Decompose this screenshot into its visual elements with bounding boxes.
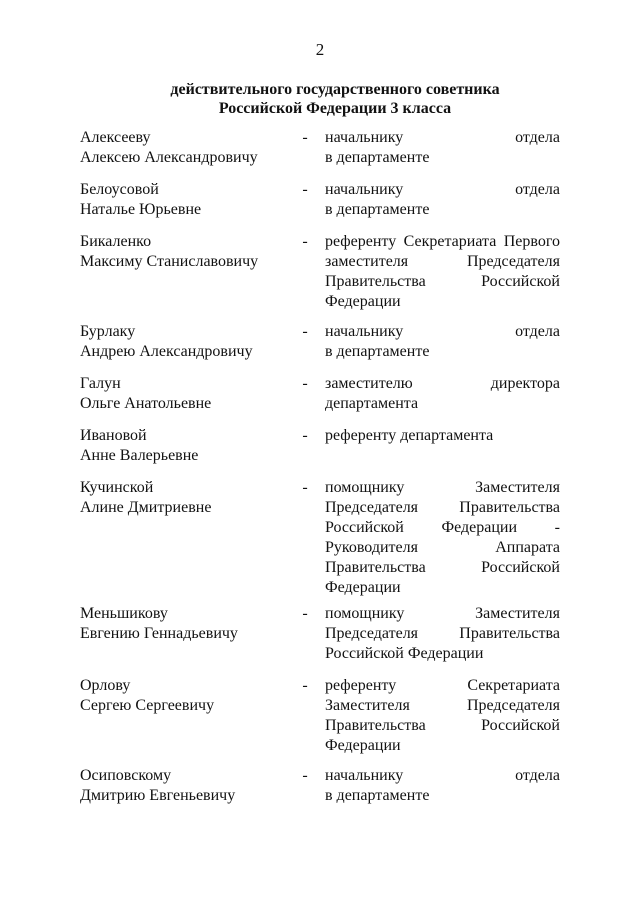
position-line: Заместителя Председателя — [325, 697, 560, 714]
appointee-position — [325, 676, 560, 756]
position-line: заместителя Председателя — [325, 253, 560, 270]
dash-separator: - — [302, 479, 308, 496]
position-line: Председателя Правительства — [325, 625, 560, 642]
appointee-name — [80, 232, 290, 272]
position-line: референту Секретариата Первого — [325, 233, 560, 250]
appointee-surname: Галун — [80, 375, 121, 392]
dash-separator: - — [302, 323, 308, 340]
position-line: Российской Федерации — [325, 645, 484, 662]
appointee-name — [80, 322, 290, 362]
appointee-position — [325, 374, 560, 414]
document-heading — [120, 80, 550, 118]
appointee-name — [80, 128, 290, 168]
appointee-given-name: Ольге Анатольевне — [80, 395, 212, 412]
appointee-surname: Бикаленко — [80, 233, 152, 250]
appointee-given-name: Алине Дмитриевне — [80, 499, 212, 516]
dash-separator: - — [302, 233, 308, 250]
appointee-given-name: Андрею Александровичу — [80, 343, 253, 360]
appointee-surname: Белоусовой — [80, 181, 159, 198]
appointee-name — [80, 676, 290, 716]
appointee-surname: Алексееву — [80, 129, 151, 146]
position-line: Федерации — [325, 579, 401, 596]
appointee-name — [80, 478, 290, 518]
position-line: начальнику отдела — [325, 767, 560, 784]
appointee-given-name: Анне Валерьевне — [80, 447, 199, 464]
position-line: департамента — [325, 395, 419, 412]
appointee-given-name: Алексею Александровичу — [80, 149, 258, 166]
appointee-given-name: Дмитрию Евгеньевичу — [80, 787, 236, 804]
page-number: 2 — [315, 40, 325, 59]
position-line: начальнику отдела — [325, 181, 560, 198]
position-line: в департаменте — [325, 343, 430, 360]
appointee-surname: Ивановой — [80, 427, 147, 444]
appointee-given-name: Наталье Юрьевне — [80, 201, 202, 218]
position-line: заместителю директора — [325, 375, 560, 392]
appointee-position — [325, 766, 560, 806]
appointee-given-name: Сергею Сергеевичу — [80, 697, 215, 714]
position-line: в департаменте — [325, 149, 430, 166]
dash-separator: - — [302, 677, 308, 694]
appointee-name — [80, 766, 290, 806]
position-line: в департаменте — [325, 787, 430, 804]
dash-separator: - — [302, 767, 308, 784]
position-line: Федерации — [325, 293, 401, 310]
appointee-position — [325, 180, 560, 220]
appointee-surname: Орлову — [80, 677, 131, 694]
position-line: в департаменте — [325, 201, 430, 218]
dash-separator: - — [302, 129, 308, 146]
appointee-given-name: Евгению Геннадьевичу — [80, 625, 238, 642]
position-line: Российской Федерации - — [325, 519, 560, 536]
position-line: помощнику Заместителя — [325, 479, 560, 496]
position-line: начальнику отдела — [325, 323, 560, 340]
position-line: референту департамента — [325, 427, 494, 444]
dash-separator: - — [302, 427, 308, 444]
appointee-position — [325, 128, 560, 168]
position-line: Правительства Российской — [325, 273, 560, 290]
appointee-surname: Меньшикову — [80, 605, 168, 622]
dash-separator: - — [302, 375, 308, 392]
appointee-name — [80, 180, 290, 220]
position-line: референту Секретариата — [325, 677, 560, 694]
position-line: Председателя Правительства — [325, 499, 560, 516]
appointee-name — [80, 426, 290, 466]
appointee-position — [325, 478, 560, 598]
appointee-surname: Осиповскому — [80, 767, 172, 784]
appointee-surname: Бурлаку — [80, 323, 136, 340]
appointee-position — [325, 426, 560, 446]
heading-line-2: Российской Федерации 3 класса — [218, 100, 452, 117]
dash-separator: - — [302, 605, 308, 622]
appointee-given-name: Максиму Станиславовичу — [80, 253, 259, 270]
appointee-position — [325, 322, 560, 362]
position-line: Федерации — [325, 737, 401, 754]
dash-separator: - — [302, 181, 308, 198]
position-line: Правительства Российской — [325, 717, 560, 734]
appointee-surname: Кучинской — [80, 479, 154, 496]
position-line: Руководителя Аппарата — [325, 539, 560, 556]
position-line: помощнику Заместителя — [325, 605, 560, 622]
appointee-name — [80, 374, 290, 414]
position-line: Правительства Российской — [325, 559, 560, 576]
appointee-position — [325, 232, 560, 312]
appointee-name — [80, 604, 290, 644]
heading-line-1: действительного государственного советника — [170, 81, 500, 98]
position-line: начальнику отдела — [325, 129, 560, 146]
appointee-position — [325, 604, 560, 664]
